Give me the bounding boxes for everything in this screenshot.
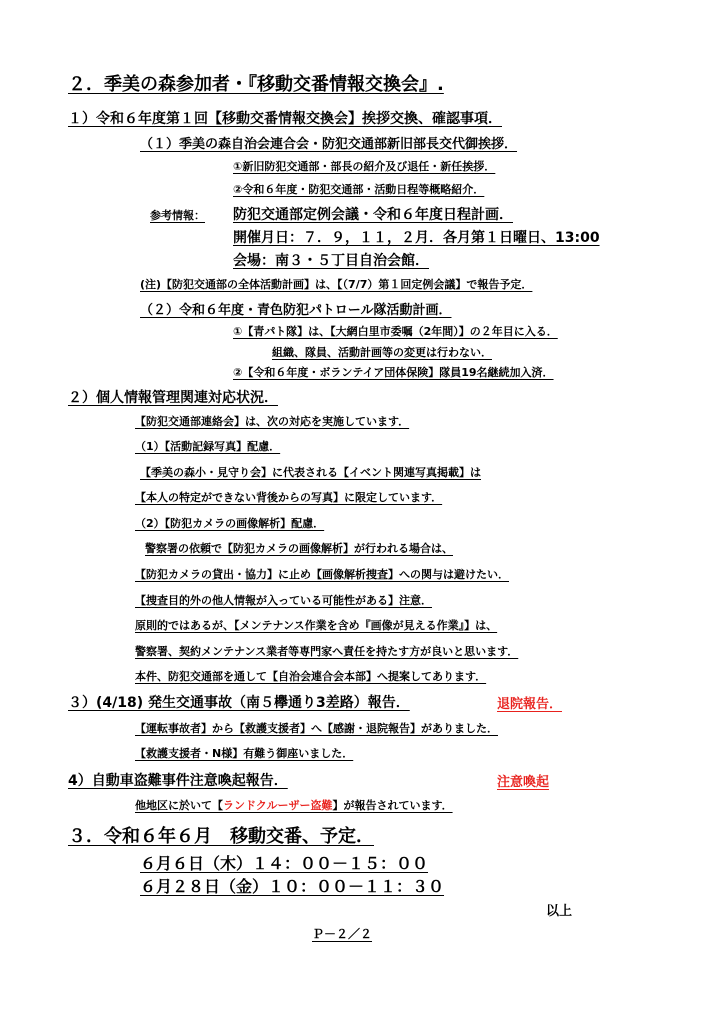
discharge-report-tag: 退院報告． [497, 697, 563, 712]
section3-heading: ３）(4/18) 発生交通事故（南５欅通り3差路）報告． [68, 695, 410, 711]
section2-line: 警察署の依頼で【防犯カメラの画像解析】が行われる場合は、 [145, 542, 453, 555]
section1-sub2-item: ①【青パト隊】は、【大網白里市委嘱（2年間）】の２年目に入る． [233, 325, 558, 338]
theft-highlight: ランドクルーザー盗難 [223, 799, 333, 812]
section4-line-post: 】が報告されています． [332, 799, 453, 812]
reference-label: 参考情報： [150, 209, 205, 222]
section2-line: 【季美の森小・見守り会】に代表される【イベント関連写真掲載】は [140, 466, 481, 479]
section1-sub2-item: ②【令和６年度・ボランテイア団体保険】隊員19名継続加入済． [233, 366, 554, 379]
section1-sub1-item: ②令和６年度・防犯交通部・活動日程等概略紹介． [233, 183, 485, 196]
section2-line: （1）【活動記録写真】配慮． [135, 440, 281, 453]
section3-line: 【運転事故者】から【救護支援者】へ【感謝・退院報告】がありました． [135, 722, 498, 735]
section1-sub1: （１）季美の森自治会連合会・防犯交通部新旧部長交代御挨拶． [140, 137, 518, 152]
section1-sub1-item: ①新旧防犯交通部・部長の紹介及び退任・新任挨拶． [233, 160, 496, 173]
schedule-date: ６月６日（木）１４：００－１５：００ [140, 854, 429, 873]
section2-line: 原則的ではあるが、【メンテナンス作業を含め『画像が見える作業』】は、 [135, 619, 498, 632]
section4-heading: 4）自動車盗難事件注意喚起報告． [68, 773, 288, 789]
page-title: ２．季美の森参加者・『移動交番情報交換会』. [68, 74, 444, 95]
section1-heading: １）令和６年度第１回【移動交番情報交換会】挨拶交換、確認事項． [68, 111, 502, 127]
section2-line: 【捜査目的外の他人情報が入っている可能性がある】注意． [135, 594, 432, 607]
section2-line: 【防犯交通部連絡会】は、次の対応を実施しています． [135, 415, 410, 428]
section3-line: 【救護支援者・N様】有難う御座いました． [135, 747, 354, 760]
reference-line: 防犯交通部定例会議・令和６年度日程計画． [233, 207, 513, 223]
note-line: (注)【防犯交通部の全体活動計画】は、【（7/7）第１回定例会議】で報告予定． [140, 278, 533, 291]
section1-sub2: （２）令和６年度・青色防犯パトロール隊活動計画． [140, 303, 452, 318]
section2-line: 本件、防犯交通部を通して【自治会連合会本部】へ提案してあります． [135, 670, 487, 683]
schedule-heading: ３．令和６年６月 移動交番、予定． [68, 826, 374, 847]
reference-line: 会場：南３・５丁目自治会館． [233, 253, 429, 269]
section4-line-pre: 他地区に於いて【 [135, 799, 223, 812]
section2-line: 【本人の特定ができない背後からの写真】に限定しています． [135, 491, 443, 504]
section1-sub2-item: 組織、隊員、活動計画等の変更は行わない． [272, 346, 492, 359]
alert-tag: 注意喚起 [497, 775, 550, 790]
section2-line: （2）【防犯カメラの画像解析】配慮． [135, 517, 325, 530]
section2-line: 警察署、契約メンテナンス業者等専門家へ責任を持たす方が良いと思います． [135, 645, 519, 658]
page-number: Ｐ－２／２ [312, 927, 373, 941]
section2-heading: ２）個人情報管理関連対応状況． [68, 390, 278, 406]
section4-line [135, 797, 453, 813]
schedule-date: ６月２８日（金）１０：００－１１：３０ [140, 877, 445, 896]
closing-text: 以上 [546, 904, 573, 919]
section2-line: 【防犯カメラの貸出・協力】に止め【画像解析捜査】への関与は避けたい． [135, 568, 509, 581]
reference-line: 開催月日：７．９，１１，２月．各月第１日曜日、13:00 [233, 230, 600, 246]
